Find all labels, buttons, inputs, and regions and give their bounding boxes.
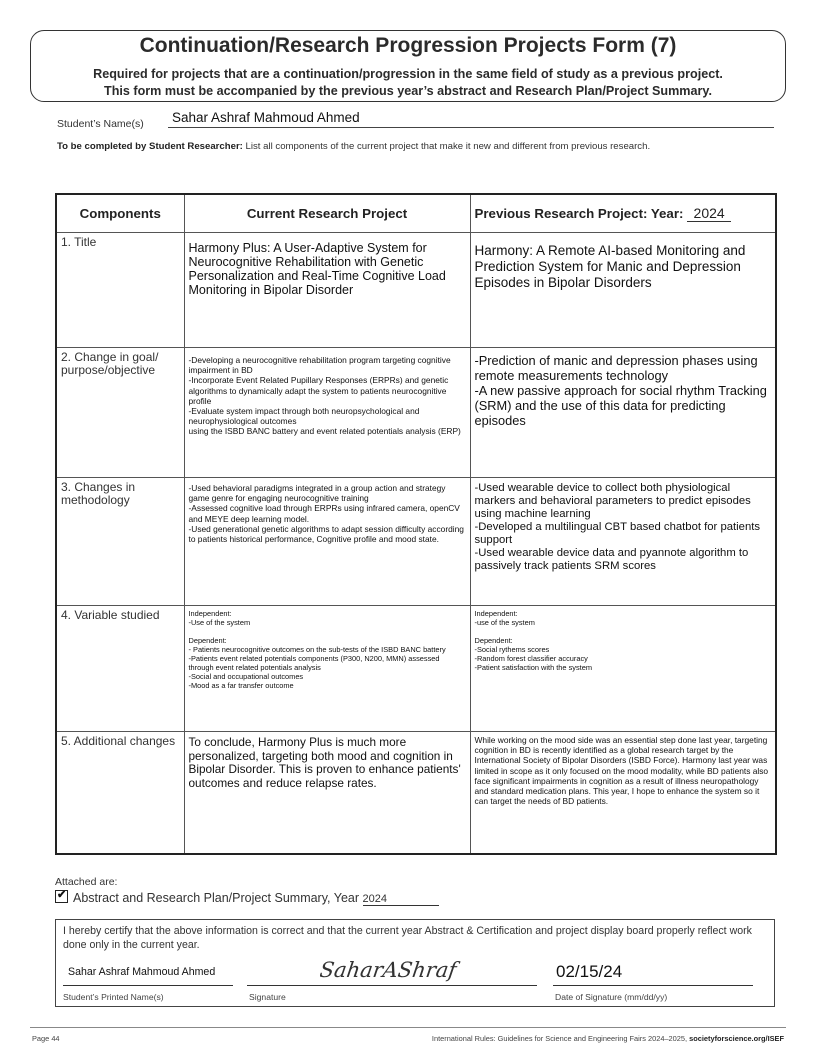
footer-rule — [30, 1027, 786, 1028]
check-mark-icon: ✔ — [57, 889, 67, 901]
student-name-underline — [168, 127, 774, 128]
table-row — [56, 732, 776, 854]
components-table — [55, 193, 777, 855]
subtitle-line-1: Required for projects that are a continuation/progression in the same field of study as a previous project. — [93, 67, 723, 81]
footer-text — [432, 1034, 784, 1043]
current-variable-cell[interactable]: Independent: -Use of the system Dependent: - Patients neurocognitive outcomes on the sub-tests of the ISBD BANC battery -Patients event related potentials components (P300, N200, MMN) assessed through event related potentials analysis -Social and occupational outcomes -Mood as a far transfer outcome — [184, 606, 470, 732]
subtitle-line-2: This form must be accompanied by the previous year’s abstract and Research Plan/Project Summary. — [104, 84, 712, 98]
student-name-field[interactable]: Sahar Ashraf Mahmoud Ahmed — [172, 110, 360, 125]
current-additional-cell[interactable]: To conclude, Harmony Plus is much more personalized, targeting both mood and cognition in Bipolar Disorder. This is proven to enhance patients' outcomes and reduce relapse rates. — [184, 732, 470, 854]
printed-name-line — [63, 985, 233, 986]
previous-title-cell[interactable]: Harmony: A Remote AI-based Monitoring and Prediction System for Manic and Depression Episodes in Bipolar Disorders — [470, 233, 776, 348]
previous-additional-cell[interactable]: While working on the mood side was an essential step done last year, targeting cognition in BD is recently identified as a global research target by the International Society of Bipolar Disorders (ISBD Force). Harmony last year was limited in scope as it only focused on the mood modality, while BD patients also face significant impairments in cognition as a result of illness neuropathology and standard medication plans. This year, I hope to enhance the system so it can target the needs of BD patients. — [470, 732, 776, 854]
footer-link[interactable]: societyforscience.org/ISEF — [689, 1034, 784, 1043]
printed-name-caption: Student’s Printed Name(s) — [63, 992, 164, 1002]
header-components: Components — [56, 194, 184, 233]
signature-drawing — [320, 955, 520, 985]
row-label-goal: 2. Change in goal/ purpose/objective — [56, 348, 184, 478]
row-label-methodology: 3. Changes in methodology — [56, 478, 184, 606]
instructions — [57, 141, 757, 153]
printed-name-field[interactable]: Sahar Ashraf Mahmoud Ahmed — [68, 966, 216, 978]
table-row — [56, 478, 776, 606]
instructions-lead: To be completed by Student Researcher: — [57, 141, 243, 152]
current-title-cell[interactable]: Harmony Plus: A User-Adaptive System for Neurocognitive Rehabilitation with Genetic Personalization and Real-Time Cognitive Load Monitoring in Bipolar Disorder — [184, 233, 470, 348]
previous-goal-cell[interactable]: -Prediction of manic and depression phases using remote measurements technology -A new passive approach for social rhythm Tracking (SRM) and the use of this data for predicting episodes — [470, 348, 776, 478]
certification-text: I hereby certify that the above information is correct and that the current year Abstract & Certification and project display board properly reflect work done only in the current year. — [63, 925, 752, 951]
current-methodology-cell[interactable]: -Used behavioral paradigms integrated in a group action and strategy game genre for engaging neurocognitive training -Assessed cognitive load through ERPRs using infrared camera, openCV and MEYE deep learning model. -Used generational genetic algorithms to adapt session difficulty according to patients historical performance, Cognitive profile and mood state. — [184, 478, 470, 606]
attached-checkbox[interactable] — [55, 890, 68, 903]
current-goal-cell[interactable]: -Developing a neurocognitive rehabilitation program targeting cognitive impairment in BD -Incorporate Event Related Pupillary Responses (ERPRs) and genetic algorithms to dynamically adapt the system to patients neurocognitive profile -Evaluate system impact through both neuropsychological and neurophysiological outcomes using the ISBD BANC battery and event related potentials analysis (ERP) — [184, 348, 470, 478]
signature-script: SaharAShraf — [320, 957, 459, 982]
table-row — [56, 606, 776, 732]
student-name-label: Student’s Name(s) — [57, 118, 144, 130]
row-label-additional: 5. Additional changes — [56, 732, 184, 854]
row-label-title: 1. Title — [56, 233, 184, 348]
date-caption: Date of Signature (mm/dd/yy) — [555, 992, 668, 1002]
previous-variable-cell[interactable]: Independent: -use of the system Dependent: -Social rythems scores -Random forest classifier accuracy -Patient satisfaction with the system — [470, 606, 776, 732]
date-line — [553, 985, 753, 986]
form-subtitle — [30, 66, 786, 100]
instructions-text: List all components of the current project that make it new and different from previous research. — [242, 141, 651, 152]
table-row — [56, 233, 776, 348]
table-row — [56, 348, 776, 478]
previous-year-field[interactable]: 2024 — [687, 205, 731, 222]
header-current-project: Current Research Project — [184, 194, 470, 233]
header-previous-project — [470, 194, 776, 233]
page-number: Page 44 — [32, 1034, 60, 1043]
row-label-variable: 4. Variable studied — [56, 606, 184, 732]
previous-methodology-cell[interactable]: -Used wearable device to collect both physiological markers and behavioral parameters to predict episodes using machine learning -Developed a multilingual CBT based chatbot for patients support -Used wearable device data and pyannote algorithm to passively track patients SRM scores — [470, 478, 776, 606]
signature-date-field[interactable]: 02/15/24 — [556, 962, 623, 981]
signature-line — [247, 985, 537, 986]
signature-caption: Signature — [249, 992, 286, 1002]
attached-year-field[interactable]: 2024 — [363, 893, 439, 906]
header-previous-label: Previous Research Project: Year: — [474, 206, 684, 221]
form-title: Continuation/Research Progression Projects Form (7) — [139, 34, 677, 57]
footer-rules-text: International Rules: Guidelines for Science and Engineering Fairs 2024–2025, — [431, 1034, 690, 1043]
attached-label: Attached are: — [55, 876, 118, 888]
attached-item — [55, 890, 439, 906]
attached-item-label: Abstract and Research Plan/Project Summary, Year — [73, 891, 360, 905]
table-header-row — [56, 194, 776, 233]
